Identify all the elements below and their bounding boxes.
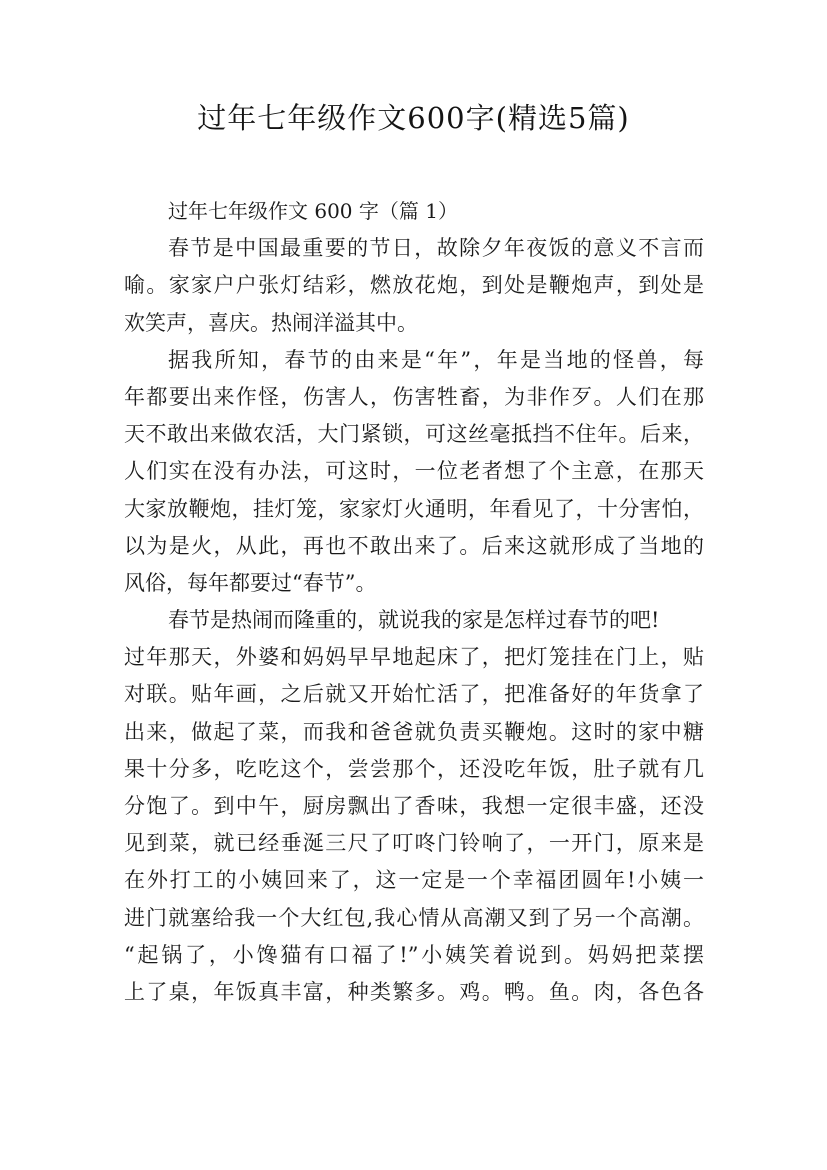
document-title: 过年七年级作文600字(精选5篇): [197, 101, 630, 135]
essay-body: [124, 193, 704, 1011]
paragraph-line: 人们实在没有办法，可这时，一位老者想了个主意，在那天: [124, 459, 704, 484]
paragraph-line: 据我所知，春节的由来是“年”，年是当地的怪兽，每: [168, 347, 704, 372]
paragraph-line: 过年那天，外婆和妈妈早早地起床了，把灯笼挂在门上，贴: [124, 645, 704, 670]
paragraph-line: 见到菜，就已经垂涎三尺了叮咚门铃响了，一开门，原来是: [124, 831, 704, 856]
paragraph-line: 大家放鞭炮，挂灯笼，家家灯火通明，年看见了，十分害怕，: [124, 496, 704, 521]
paragraph-line: 果十分多，吃吃这个，尝尝那个，还没吃年饭，肚子就有几: [124, 756, 704, 781]
paragraph-line: 欢笑声，喜庆。热闹洋溢其中。: [124, 310, 418, 335]
paragraph-line: 春节是热闹而隆重的，就说我的家是怎样过春节的吧!: [168, 608, 660, 633]
paragraph-line: 以为是火，从此，再也不敢出来了。后来这就形成了当地的: [124, 533, 704, 558]
paragraph-line: 分饱了。到中午，厨房飘出了香味，我想一定很丰盛，还没: [124, 794, 704, 818]
paragraph-line: 喻。家家户户张灯结彩，燃放花炮，到处是鞭炮声，到处是: [124, 273, 704, 298]
section-heading: 过年七年级作文 600 字（篇 1）: [168, 199, 458, 223]
paragraph-line: 在外打工的小姨回来了，这一定是一个幸福团圆年!小姨一: [124, 868, 704, 893]
paragraph-line: “起锅了，小馋猫有口福了!”小姨笑着说到。妈妈把菜摆: [124, 942, 704, 967]
paragraph-line: 年都要出来作怪，伤害人，伤害牲畜，为非作歹。人们在那: [124, 384, 704, 409]
paragraph-line: 春节是中国最重要的节日，故除夕年夜饭的意义不言而: [168, 236, 704, 261]
paragraph-line: 出来，做起了菜，而我和爸爸就负责买鞭炮。这时的家中糖: [124, 719, 704, 744]
paragraph-line: 对联。贴年画，之后就又开始忙活了，把准备好的年货拿了: [124, 682, 704, 707]
paragraph-line: 上了桌，年饭真丰富，种类繁多。鸡。鸭。鱼。肉，各色各: [124, 979, 704, 1004]
paragraph-line: 进门就塞给我一个大红包,我心情从高潮又到了另一个高潮。: [124, 905, 704, 930]
paragraph-line: 天不敢出来做农活，大门紧锁，可这丝毫抵挡不住年。后来，: [124, 422, 704, 447]
paragraph-line: 风俗，每年都要过“春节”。: [124, 570, 377, 595]
